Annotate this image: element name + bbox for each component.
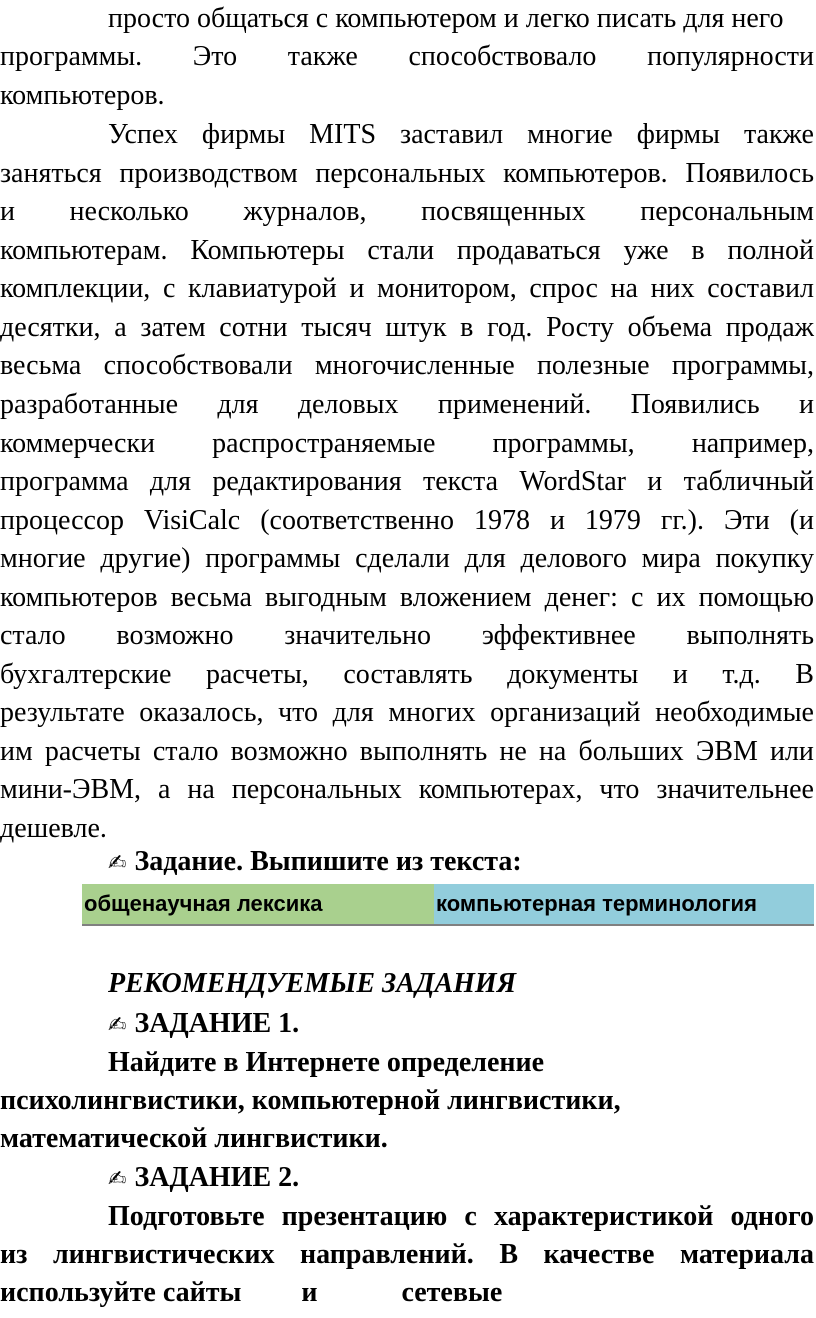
pencil-icon: ✍ bbox=[108, 1167, 127, 1192]
word: тысяч bbox=[301, 312, 372, 343]
word: стало bbox=[152, 736, 219, 767]
paragraph-line bbox=[0, 386, 814, 424]
word: Появилось bbox=[685, 158, 814, 189]
word: персональных bbox=[315, 158, 486, 189]
word: им bbox=[0, 736, 33, 767]
word: объема bbox=[627, 312, 713, 343]
word: мини-ЭВМ, bbox=[0, 774, 142, 805]
task-heading-text: Задание. Выпишите из текста: bbox=[134, 846, 522, 877]
word: лингвистических bbox=[52, 1239, 275, 1270]
word: возможно bbox=[230, 736, 348, 767]
word: расчеты bbox=[44, 736, 141, 767]
word: организаций bbox=[490, 697, 641, 728]
word: применений. bbox=[437, 389, 592, 420]
word: Росту bbox=[546, 312, 614, 343]
word: и bbox=[549, 505, 565, 536]
word: разработанные bbox=[0, 389, 179, 420]
word: VisiCalc bbox=[143, 505, 241, 536]
word: например, bbox=[691, 428, 814, 459]
word: другие) bbox=[100, 543, 191, 574]
pencil-icon: ✍ bbox=[108, 851, 127, 876]
word: Успех bbox=[108, 119, 178, 150]
paragraph-line bbox=[108, 116, 814, 154]
word: программы. bbox=[0, 41, 143, 72]
word: программа bbox=[0, 466, 129, 497]
word: документы bbox=[507, 659, 639, 690]
word: для bbox=[149, 466, 192, 497]
word: а bbox=[158, 774, 171, 805]
word: них bbox=[650, 273, 695, 304]
word: журналов, bbox=[243, 196, 367, 227]
task-table bbox=[82, 884, 814, 926]
task2-word-network: сетевые bbox=[401, 1277, 503, 1308]
word: персональных bbox=[231, 774, 402, 805]
word: программы, bbox=[492, 428, 635, 459]
word: денег: bbox=[544, 582, 618, 613]
word: популярности bbox=[647, 41, 814, 72]
word: также bbox=[287, 41, 358, 72]
word: несколько bbox=[69, 196, 189, 227]
word: заняться bbox=[0, 158, 102, 189]
word: ЭВМ bbox=[695, 736, 758, 767]
word: Появились bbox=[630, 389, 760, 420]
word: продаваться bbox=[456, 235, 601, 266]
word: возможно bbox=[116, 620, 234, 651]
word: презентацию bbox=[281, 1201, 448, 1232]
word: на bbox=[538, 736, 567, 767]
task1-line: психолингвистики, компьютерной лингвистики, bbox=[0, 1085, 621, 1116]
paragraph-line bbox=[0, 502, 814, 540]
paragraph-line bbox=[0, 193, 814, 231]
word: не bbox=[499, 736, 527, 767]
word: компьютерам. bbox=[0, 235, 168, 266]
word: характеристикой bbox=[493, 1201, 714, 1232]
word: год. bbox=[487, 312, 533, 343]
word: монитором, bbox=[377, 273, 517, 304]
task1-line: Найдите в Интернете определение bbox=[108, 1047, 545, 1078]
word: способствовали bbox=[103, 350, 293, 381]
task1-line: математической лингвистики. bbox=[0, 1123, 388, 1154]
word: затем bbox=[140, 312, 206, 343]
word: больших bbox=[578, 736, 684, 767]
word: многие bbox=[527, 119, 613, 150]
word: полезные bbox=[536, 350, 650, 381]
word: необходимые bbox=[655, 697, 814, 728]
word: распространяемые bbox=[212, 428, 436, 459]
word: десятки, bbox=[0, 312, 101, 343]
word: Это bbox=[192, 41, 238, 72]
word: качестве bbox=[543, 1239, 655, 1270]
paragraph-line: дешевле. bbox=[0, 813, 107, 844]
word: мира bbox=[641, 543, 701, 574]
word: с bbox=[631, 582, 644, 613]
paragraph-line bbox=[0, 540, 814, 578]
word: помощью bbox=[698, 582, 814, 613]
word: также bbox=[743, 119, 814, 150]
word: штук bbox=[385, 312, 447, 343]
word: заставил bbox=[400, 119, 504, 150]
paragraph-line: компьютеров. bbox=[0, 80, 165, 111]
word: программы, bbox=[671, 350, 814, 381]
word: фирмы bbox=[201, 119, 286, 150]
word: для bbox=[217, 389, 259, 420]
word: с bbox=[162, 273, 176, 304]
word: сделали bbox=[355, 543, 450, 574]
word: материала bbox=[679, 1239, 814, 1270]
word: с bbox=[464, 1201, 477, 1232]
word: т.д. bbox=[722, 659, 761, 690]
word: значительно bbox=[284, 620, 432, 651]
word: 1979 bbox=[584, 505, 641, 536]
word: фирмы bbox=[636, 119, 720, 150]
word: бухгалтерские bbox=[0, 659, 172, 690]
word: что bbox=[599, 774, 640, 805]
word: весьма bbox=[0, 350, 82, 381]
word: WordStar bbox=[519, 466, 626, 497]
word: из bbox=[0, 1239, 28, 1270]
word: на bbox=[610, 273, 638, 304]
word: спрос bbox=[529, 273, 598, 304]
word: текста bbox=[423, 466, 499, 497]
word: способствовало bbox=[408, 41, 597, 72]
task2-heading-text: ЗАДАНИЕ 2. bbox=[134, 1162, 300, 1193]
paragraph-line bbox=[0, 463, 814, 501]
word: делового bbox=[520, 543, 627, 574]
word: посвященных bbox=[421, 196, 586, 227]
word: в bbox=[691, 235, 705, 266]
word: компьютеров bbox=[0, 582, 158, 613]
word: редактирования bbox=[212, 466, 402, 497]
paragraph-line bbox=[0, 771, 814, 809]
word: и bbox=[0, 196, 15, 227]
paragraph-line bbox=[0, 232, 814, 270]
word: (и bbox=[789, 505, 814, 536]
word: В bbox=[499, 1239, 518, 1270]
word: (соответственно bbox=[260, 505, 455, 536]
task2-word-and: и bbox=[301, 1277, 318, 1308]
word: составил bbox=[707, 273, 814, 304]
paragraph-line bbox=[0, 347, 814, 385]
word: многие bbox=[0, 543, 86, 574]
paragraph-line: просто общаться с компьютером и легко писать для него bbox=[108, 3, 784, 34]
word: на bbox=[187, 774, 215, 805]
word: выполнять bbox=[686, 620, 814, 651]
paragraph-line bbox=[0, 617, 814, 655]
word: или bbox=[769, 736, 814, 767]
word: значительнее bbox=[656, 774, 814, 805]
paragraph-line bbox=[0, 309, 814, 347]
task2-line bbox=[0, 1236, 814, 1274]
word: а bbox=[114, 312, 127, 343]
word: и bbox=[647, 466, 663, 497]
paragraph-line bbox=[0, 656, 814, 694]
task1-heading bbox=[108, 1005, 814, 1045]
word: продаж bbox=[725, 312, 814, 343]
word: и bbox=[798, 389, 814, 420]
word: для bbox=[332, 697, 374, 728]
task2-line-last bbox=[0, 1274, 814, 1312]
word: полной bbox=[727, 235, 814, 266]
word: весьма bbox=[170, 582, 252, 613]
word: выгодным bbox=[265, 582, 387, 613]
word: оказалось, bbox=[139, 697, 264, 728]
word: комплекции, bbox=[0, 273, 151, 304]
word: и bbox=[672, 659, 688, 690]
word: производством bbox=[119, 158, 298, 189]
word: результате bbox=[0, 697, 125, 728]
word: выполнять bbox=[359, 736, 488, 767]
word: табличный bbox=[683, 466, 814, 497]
task2-word-sites: используйте сайты bbox=[0, 1277, 242, 1308]
word: покупку bbox=[715, 543, 814, 574]
paragraph-line bbox=[0, 270, 814, 308]
word: что bbox=[278, 697, 319, 728]
task2-line bbox=[108, 1198, 814, 1236]
word: Подготовьте bbox=[108, 1201, 265, 1232]
paragraph-line bbox=[0, 733, 814, 771]
paragraph-line bbox=[0, 425, 814, 463]
word: процессор bbox=[0, 505, 124, 536]
word: для bbox=[464, 543, 506, 574]
word: и bbox=[349, 273, 365, 304]
word: Эти bbox=[723, 505, 770, 536]
word: стали bbox=[367, 235, 435, 266]
word: В bbox=[795, 659, 814, 690]
word: многочисленные bbox=[314, 350, 515, 381]
table-cell-computer-terminology: компьютерная терминология bbox=[434, 884, 814, 924]
word: MITS bbox=[309, 119, 377, 150]
word: персональным bbox=[640, 196, 814, 227]
word: направлений. bbox=[300, 1239, 474, 1270]
word: деловых bbox=[297, 389, 399, 420]
task1-heading-text: ЗАДАНИЕ 1. bbox=[134, 1008, 300, 1039]
word: клавиатурой bbox=[188, 273, 337, 304]
task-heading bbox=[108, 843, 814, 883]
paragraph-line bbox=[0, 694, 814, 732]
word: Компьютеры bbox=[190, 235, 345, 266]
word: их bbox=[656, 582, 686, 613]
table-cell-general-vocabulary: общенаучная лексика bbox=[82, 884, 434, 924]
word: сотни bbox=[219, 312, 288, 343]
paragraph-line bbox=[0, 579, 814, 617]
word: составлять bbox=[343, 659, 473, 690]
task2-heading bbox=[108, 1159, 814, 1199]
word: вложением bbox=[399, 582, 532, 613]
recommended-heading: РЕКОМЕНДУЕМЫЕ ЗАДАНИЯ bbox=[108, 968, 516, 999]
word: компьютеров. bbox=[503, 158, 668, 189]
word: эффективнее bbox=[481, 620, 636, 651]
word: в bbox=[460, 312, 474, 343]
word: расчеты, bbox=[205, 659, 309, 690]
pencil-icon: ✍ bbox=[108, 1013, 127, 1038]
word: 1978 bbox=[473, 505, 530, 536]
word: многих bbox=[388, 697, 476, 728]
word: одного bbox=[730, 1201, 814, 1232]
word: компьютерах, bbox=[418, 774, 583, 805]
word: стало bbox=[0, 620, 66, 651]
word: программы bbox=[205, 543, 341, 574]
word: гг.). bbox=[660, 505, 705, 536]
paragraph-line bbox=[0, 155, 814, 193]
paragraph-line bbox=[0, 38, 814, 76]
word: уже bbox=[623, 235, 669, 266]
word: коммерчески bbox=[0, 428, 156, 459]
